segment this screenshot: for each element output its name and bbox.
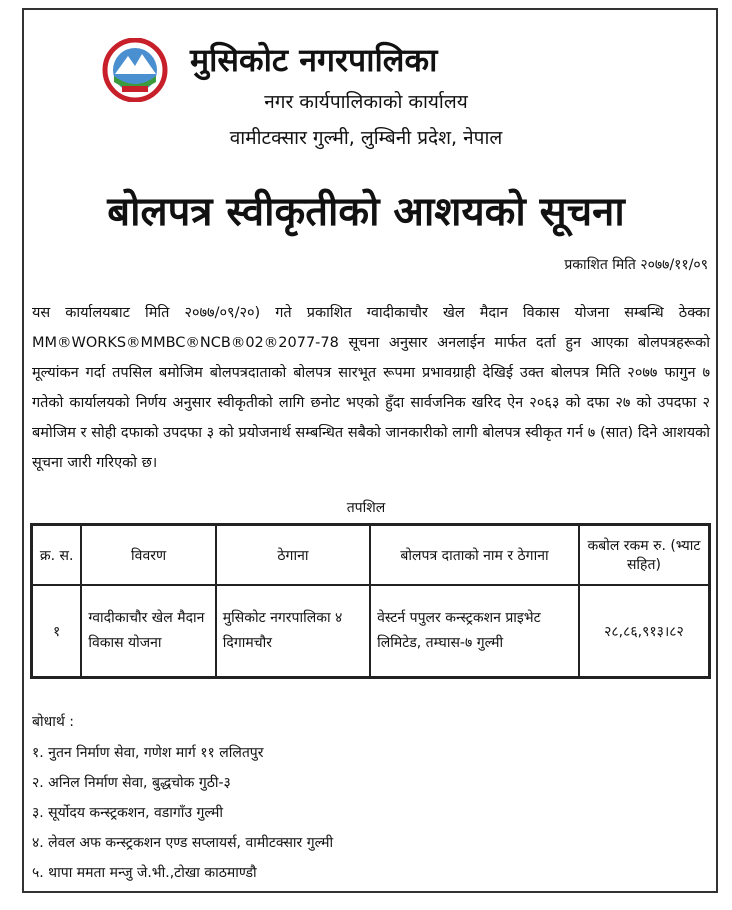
cell-bidder: वेस्टर्न पपुलर कन्स्ट्रकशन प्राइभेट लिमिटेड, तम्घास-७ गुल्मी (370, 585, 579, 678)
cell-amount: २८,८६,९१३।८२ (579, 585, 710, 678)
bid-table (30, 523, 711, 679)
organization-name: मुसिकोट नगरपालिका (190, 41, 438, 79)
table-caption: तपशिल (346, 500, 386, 516)
table-header-row (32, 525, 710, 586)
header-address: ठेगाना (216, 525, 370, 586)
cell-serial: १ (32, 585, 82, 678)
header-bidder: बोलपत्र दाताको नाम र ठेगाना (370, 525, 579, 586)
cc-list (32, 738, 333, 888)
office-name: नगर कार्यपालिकाको कार्यालय (264, 91, 468, 113)
cc-label: बोधार्थ : (32, 714, 74, 730)
header-amount: कबोल रकम रु. (भ्याट सहित) (579, 525, 710, 586)
list-item: ४. लेवल अफ कन्स्ट्रकशन एण्ड सप्लायर्स, वामीटक्सार गुल्मी (32, 835, 334, 851)
list-item: १. नुतन निर्माण सेवा, गणेश मार्ग ११ ललितपुर (32, 745, 264, 761)
list-item: ५. थापा ममता मन्जु जे.भी.,टोखा काठमाण्डौ (32, 865, 257, 881)
published-date: प्रकाशित मिति २०७७/११/०९ (564, 257, 708, 273)
cell-description: ग्वादीकाचौर खेल मैदान विकास योजना (81, 585, 215, 678)
header-description: विवरण (81, 525, 215, 586)
cell-address: मुसिकोट नगरपालिका ४ दिगामचौर (216, 585, 370, 678)
table-row (32, 585, 710, 678)
office-address: वामीटक्सार गुल्मी, लुम्बिनी प्रदेश, नेपाल (229, 127, 503, 149)
header-serial: क्र. स. (32, 525, 82, 586)
list-item: २. अनिल निर्माण सेवा, बुद्धचोक गुठी-३ (32, 775, 231, 791)
notice-title: बोलपत्र स्वीकृतीको आशयको सूचना (107, 189, 625, 235)
notice-body: यस कार्यालयबाट मिति २०७७/०९/२०) गते प्रकाशित ग्वादीकाचौर खेल मैदान विकास योजना सम्बन्धि ठेक्का MM®WORKS®MMBC®NCB®02®2077-78 सूचना अनुसार अनलाईन मार्फत दर्ता हुन आएका बोलपत्रहरूको मूल्यांकन गर्दा तपसिल बमोजिम बोलपत्रदाताको बोलपत्र सारभूत रूपमा प्रभावग्राही देखिई उक्त बोलपत्र मिति २०७७ फागुन ७ गतेको कार्यालयको निर्णय अनुसार स्वीकृतीको लागि छनोट भएको हुँदा सार्वजनिक खरिद ऐन २०६३ को दफा २७ को उपदफा २ बमोजिम र सोही दफाको उपदफा ३ को प्रयोजनार्थ सम्बन्धित सबैको जानकारीको लागी बोलपत्र स्वीकृत गर्न ७ (सात) दिने आशयको सूचना जारी गरिएको छ। (32, 305, 710, 471)
list-item: ३. सूर्योदय कन्स्ट्रकशन, वडागाँउ गुल्मी (32, 805, 223, 821)
